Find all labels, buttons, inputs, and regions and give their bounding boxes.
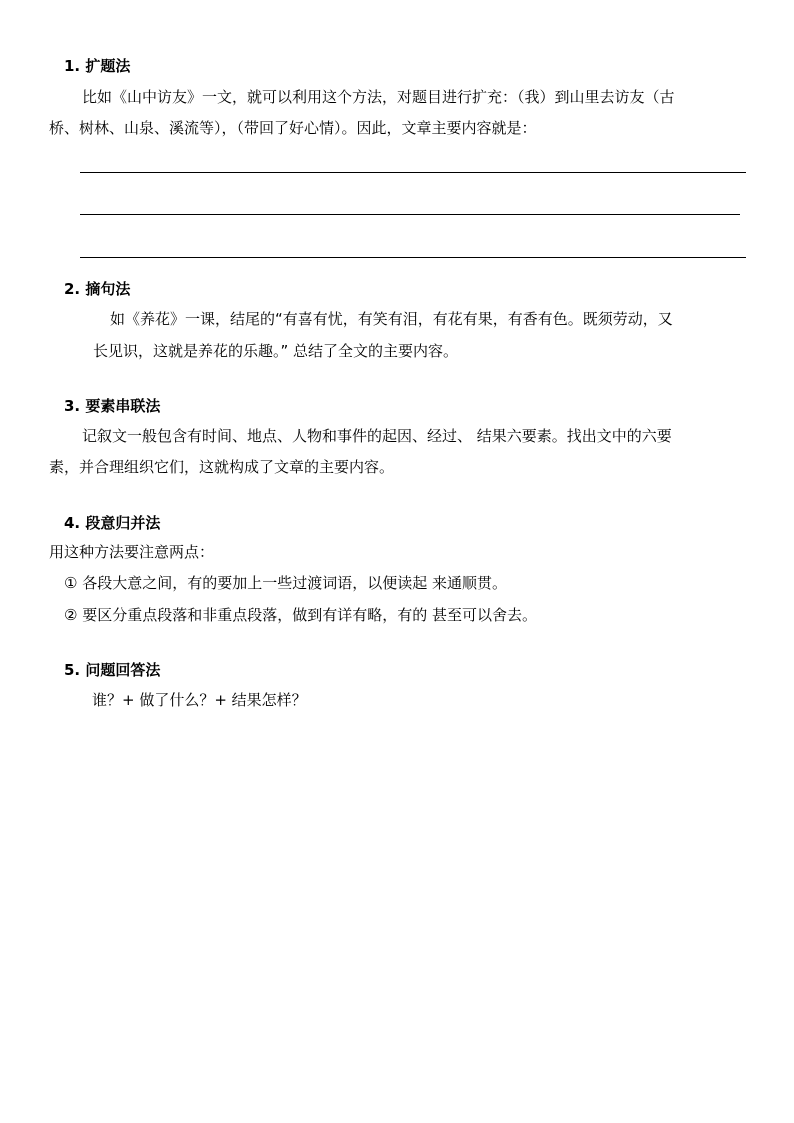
section-5-line-1: 谁？+ 做了什么？+ 结果怎样？ <box>92 691 307 709</box>
section-heading-2: 2. 摘句法 <box>64 280 131 298</box>
section-4-point-1: ① 各段大意之间，有的要加上一些过渡词语，以便读起 来通顺贯。 <box>64 574 507 592</box>
section-4-point-2: ② 要区分重点段落和非重点段落，做到有详有略，有的 甚至可以舍去。 <box>64 606 537 624</box>
section-4-intro: 用这种方法要注意两点： <box>49 543 215 561</box>
section-heading-5: 5. 问题回答法 <box>64 661 161 679</box>
section-heading-1: 1. 扩题法 <box>64 57 131 75</box>
section-1-line-2: 桥、树林、山泉、溪流等），（带回了好心情）。因此，文章主要内容就是： <box>49 119 537 137</box>
answer-line-1 <box>80 172 746 173</box>
section-1-line-1: 比如《山中访友》一文，就可以利用这个方法，对题目进行扩充：（我）到山里去访友（古 <box>82 88 675 106</box>
answer-line-3 <box>80 257 746 258</box>
answer-line-2 <box>80 214 740 215</box>
section-3-line-1: 记叙文一般包含有时间、地点、人物和事件的起因、经过、 结果六要素。找出文中的六要 <box>82 427 672 445</box>
section-heading-3: 3. 要素串联法 <box>64 397 161 415</box>
section-2-line-1: 如《养花》一课，结尾的“有喜有忧，有笑有泪，有花有果，有香有色。既须劳动，又 <box>110 310 673 328</box>
section-3-line-2: 素，并合理组织它们，这就构成了文章的主要内容。 <box>49 458 395 476</box>
section-2-line-2: 长见识，这就是养花的乐趣。” 总结了全文的主要内容。 <box>93 342 459 360</box>
section-heading-4: 4. 段意归并法 <box>64 514 161 532</box>
